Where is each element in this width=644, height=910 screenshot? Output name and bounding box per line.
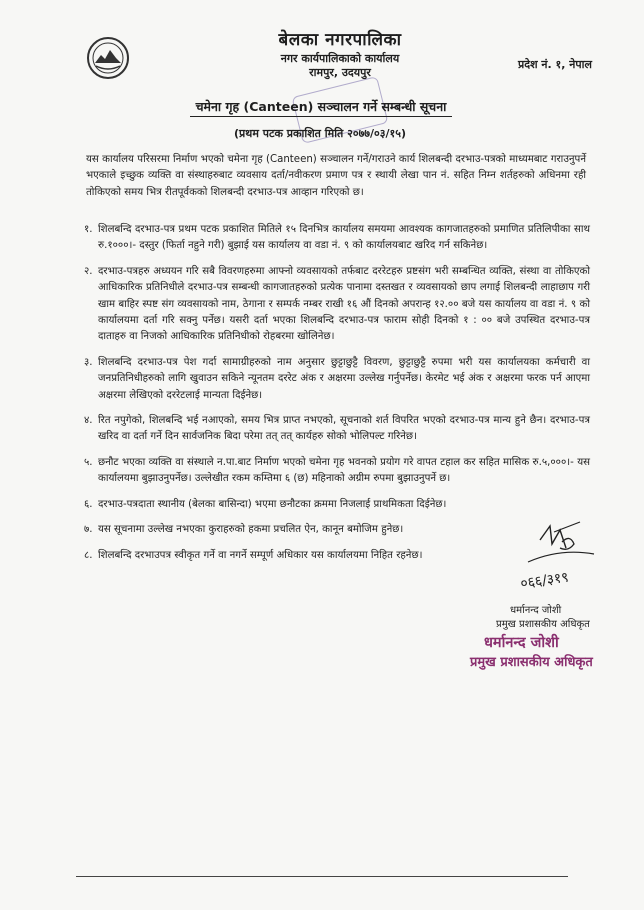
item-text: यस सूचनामा उल्लेख नभएका कुराहरुको हकमा प्रचलित ऐन, कानून बमोजिम हुनेछ। [98, 524, 404, 536]
list-item [84, 497, 590, 513]
item-number: ५. [84, 456, 93, 468]
item-text: दरभाउ-पत्रदाता स्थानीय (बेलका बासिन्दा) भएमा छनौटका क्रममा निजलाई प्राथमिकता दिईनेछ। [98, 498, 447, 510]
publish-date: (प्रथम पटक प्रकाशित मिति २०७७/०३/१५) [234, 127, 406, 140]
letterhead [210, 30, 470, 80]
seal-title: प्रमुख प्रशासकीय अधिकृत [470, 655, 593, 670]
item-number: ७. [84, 524, 93, 536]
province-label: प्रदेश नं. १, नेपाल [518, 58, 592, 71]
org-name: बेलका नगरपालिका [278, 30, 402, 50]
address: रामपुर, उदयपुर [309, 66, 371, 79]
item-number: ४. [84, 415, 93, 427]
item-number: ८. [84, 549, 93, 561]
item-text: रित नपुगेको, शिलबन्दि भई नआएको, समय भित्र प्राप्त नभएको, सूचनाको शर्त विपरित भएको दरभाउ-पत्र मान्य हुने छैन। दरभाउ-पत्र खरिद वा दर्ता गर्ने दिन सार्वजनिक बिदा परेमा तत् तत् कार्यहरु सोको भोलिपल्ट गरिनेछ। [98, 415, 590, 443]
emblem-logo-icon [86, 36, 130, 80]
item-text: दरभाउ-पत्रहरु अध्ययन गरि सबै विवरणहरुमा आफ्नो व्यवसायको तर्फबाट दररेटहरु प्रष्टसंग भरी सम्बन्धित व्यक्ति, संस्था वा तोकिएको आधिकारिक प्रतिनिधीले दरभाउ-पत्र सम्बन्धी कागजातहरुको प्रत्येक पानामा दस्तखत र व्यवसायको छाप लगाई शिलबन्दी लाहाछाप गरी खाम बाहिर स्पष्ट संग व्यवसायको नाम, ठेगाना र सम्पर्क नम्बर राखी १६ औं दिनको अपरान्ह १२.०० बजे यस कार्यालय वा वडा नं. ९ को कार्यालयमा दर्ता गरि सक्नु पर्नेछ। यसरी दर्ता भएका शिलबन्दि दरभाउ-पत्र फाराम सोही दिनको १ : ०० बजे उपस्थित दरभाउ-पत्र दाताहरु वा निजको आधिकारिक प्रतिनिधीको रोहबरमा खोलिनेछ। [98, 265, 590, 343]
signatory-name: धर्मानन्द जोशी [510, 605, 562, 616]
signatory-title: प्रमुख प्रशासकीय अधिकृत [496, 619, 590, 630]
handwritten-ref: ०६६/३१९ [519, 569, 570, 592]
item-text: शिलबन्दि दरभाउ-पत्र पेश गर्दा सामाग्रीहरुको नाम अनुसार छुट्टाछुट्टै विवरण, छुट्टाछुट्टै रुपमा भरी यस कार्यालयका कर्मचारी वा जनप्रतिनिधीहरुको लागि खुवाउन सकिने न्यूनतम दररेट अंक र अक्षरमा उल्लेख गर्नुपर्नेछ। केरमेट भई अंक र अक्षरमा फरक पर्न आएमा अक्षरमा लेखिएको दररेटलाई मान्यता दिईनेछ। [98, 356, 590, 401]
item-number: २. [84, 265, 93, 277]
handwritten-signature [510, 518, 606, 592]
item-number: १. [84, 224, 93, 235]
item-number: ३. [84, 356, 93, 368]
item-number: ६. [84, 498, 93, 510]
footer-divider [76, 876, 568, 877]
notice-title: चमेना गृह (Canteen) सञ्चालन गर्ने सम्बन्धी सूचना [190, 98, 452, 117]
intro-paragraph: यस कार्यालय परिसरमा निर्माण भएको चमेना गृह (Canteen) सञ्चालन गर्ने/गराउने कार्य शिलबन्दी दरभाउ-पत्रको माध्यमबाट गराउनुपर्ने भएकाले इच्छुक व्यक्ति वा संस्थाहरुबाट व्यवसाय दर्ता/नवीकरण प्रमाण पत्र र स्थायी लेखा पान नं. सहित निम्न शर्तहरुको अधिनमा रही तोकिएको समय भित्र रीतपूर्वकको शिलबन्दी दरभाउ-पत्र आव्हान गरिएको छ। [86, 154, 586, 198]
seal-name: धर्मानन्द जोशी [484, 635, 559, 651]
item-text: शिलबन्दि दरभाउ-पत्र प्रथम पटक प्रकाशित मितिले १५ दिनभित्र कार्यालय समयमा आवश्यक कागजातहरुको प्रमाणित प्रतिलिपीका साथ रु.१०००।- दस्तुर (फिर्ता नहुने गरी) बुझाई यस कार्यालय वा वडा नं. ९ को कार्यालयबाट खरिद गर्न सकिनेछ। [98, 224, 590, 252]
item-text: छनौट भएका व्यक्ति वा संस्थाले न.पा.बाट निर्माण भएको चमेना गृह भवनको प्रयोग गरे वापत टहाल कर सहित मासिक रु.५,०००।- यस कार्यालयमा बुझाउनुपर्नेछ। उल्लेखीत रकम कम्तिमा ६ (छ) महिनाको अग्रीम रुपमा बुझाउनुपर्ने छ। [98, 456, 590, 485]
item-text: शिलबन्दि दरभाउपत्र स्वीकृत गर्ने वा नगर्ने सम्पूर्ण अधिकार यस कार्यालयमा निहित रहनेछ। [98, 549, 423, 561]
list-item [84, 413, 590, 446]
list-item [84, 264, 590, 346]
list-item [84, 355, 590, 404]
list-item [84, 222, 590, 255]
list-item [84, 455, 590, 488]
office-name: नगर कार्यपालिकाको कार्यालय [280, 52, 400, 65]
